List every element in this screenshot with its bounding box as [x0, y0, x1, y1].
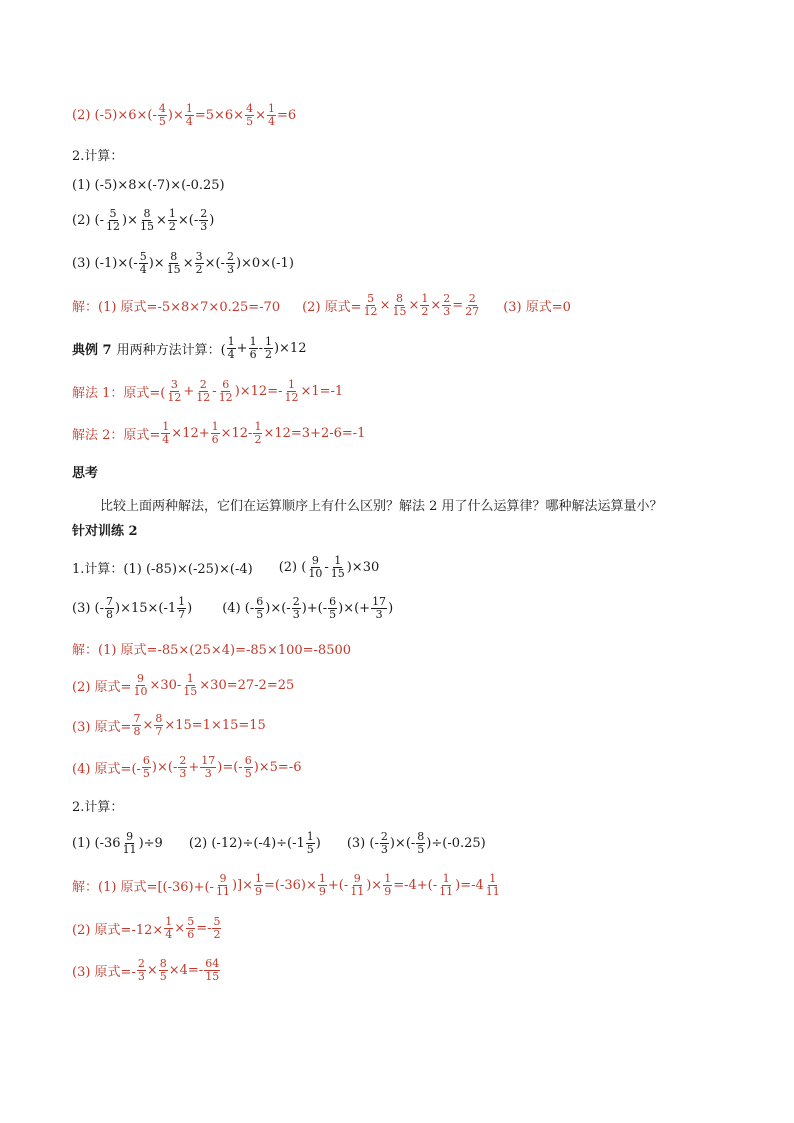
numerator: 1 [186, 671, 194, 685]
numerator: 3 [170, 377, 178, 391]
denominator: 3 [443, 304, 451, 318]
numerator: 2 [443, 291, 451, 305]
question-2-2 [72, 205, 214, 235]
numerator: 8 [417, 829, 425, 843]
numerator: 1 [227, 334, 235, 348]
numerator: 1 [421, 291, 429, 305]
text: ) [187, 600, 193, 616]
practice-2-answer-3 [72, 955, 221, 985]
practice-2-answer-1 [72, 870, 502, 900]
text: (3) (-1)×(- [72, 255, 138, 271]
denominator: 5 [244, 766, 252, 780]
text: )+(- [301, 600, 328, 616]
denominator: 11 [485, 884, 500, 898]
numerator: 5 [109, 206, 117, 220]
numerator: 1 [442, 871, 450, 885]
text: 解：(1) 原式=-5×8×7×0.25=-70 [72, 299, 281, 315]
question-heading-2 [72, 139, 123, 169]
text: (2) 原式= [72, 679, 132, 695]
numerator: 9 [219, 871, 227, 885]
denominator: 3 [226, 262, 234, 276]
text: × [255, 107, 266, 123]
denominator: 27 [465, 304, 480, 318]
text: +(- [327, 877, 349, 893]
heading-text: 2.计算： [72, 148, 124, 164]
fraction [161, 421, 170, 446]
denominator: 8 [133, 724, 141, 738]
numerator: 17 [201, 753, 216, 767]
numerator: 5 [139, 249, 147, 263]
numerator: 6 [329, 594, 337, 608]
text: 解法 2：原式= [72, 427, 161, 443]
numerator: 9 [126, 829, 134, 843]
denominator: 5 [159, 969, 167, 983]
denominator: 12 [106, 219, 121, 233]
text: × [174, 920, 186, 936]
numerator: 2 [137, 956, 145, 970]
text: (4) 原式=(- [72, 761, 141, 777]
fraction [164, 916, 173, 941]
text: ×30=27-2=25 [199, 677, 295, 693]
text: (2) (-5)×6×(- [72, 107, 157, 123]
text: (1) (-5)×8×(-7)×(-0.25) [72, 177, 225, 193]
fraction [253, 421, 262, 446]
text: × [408, 297, 420, 313]
practice-heading-2 [72, 514, 138, 544]
denominator: 6 [249, 347, 257, 361]
numerator: 1 [267, 101, 275, 115]
practice-2-answer-2 [72, 913, 222, 943]
fraction [200, 755, 216, 780]
denominator: 2 [254, 432, 262, 446]
numerator: 1 [211, 419, 219, 433]
fraction [139, 208, 155, 233]
numerator: 8 [159, 956, 167, 970]
numerator: 1 [287, 377, 295, 391]
fraction [142, 755, 151, 780]
denominator: 6 [211, 432, 219, 446]
denominator: 2 [421, 304, 429, 318]
numerator: 1 [384, 871, 392, 885]
text: )×15×(-1 [115, 600, 177, 616]
fraction [264, 336, 273, 361]
fraction [186, 916, 195, 941]
fraction [245, 103, 254, 128]
denominator: 5 [417, 842, 425, 856]
fraction [212, 916, 221, 941]
denominator: 9 [255, 884, 262, 898]
practice-1-answer-3 [72, 710, 266, 740]
numerator: 7 [133, 711, 141, 725]
denominator: 11 [122, 842, 137, 856]
fraction [254, 873, 263, 898]
example-7 [72, 333, 306, 363]
text: )× [366, 877, 383, 893]
text: × [142, 717, 154, 733]
fraction [211, 421, 220, 446]
fraction [139, 251, 148, 276]
numerator: 1 [254, 419, 262, 433]
practice-2-questions [72, 828, 486, 858]
numerator: 1 [178, 594, 186, 608]
numerator: 8 [395, 291, 403, 305]
denominator: 2 [213, 927, 221, 941]
fraction [328, 596, 337, 621]
numerator: 1 [334, 553, 342, 567]
text: ×(- [177, 212, 199, 228]
denominator: 4 [227, 347, 235, 361]
text: =5×6× [194, 107, 245, 123]
numerator: 2 [468, 291, 476, 305]
denominator: 4 [162, 432, 170, 446]
denominator: 15 [205, 969, 220, 983]
numerator: 3 [195, 249, 203, 263]
fraction [105, 208, 121, 233]
numerator: 8 [143, 206, 151, 220]
fraction [137, 958, 146, 983]
numerator: 1 [185, 101, 193, 115]
denominator: 4 [267, 114, 275, 128]
text: ×12=3+2-6=-1 [263, 425, 366, 441]
fraction [215, 873, 231, 898]
numerator: 1 [165, 914, 173, 928]
numerator: 2 [292, 594, 300, 608]
text: )× [167, 107, 184, 123]
numerator: 5 [187, 914, 195, 928]
text: × [379, 297, 391, 313]
denominator: 15 [139, 219, 154, 233]
numerator: 9 [311, 553, 319, 567]
text: (2) (-12)÷(-4)÷(-1 [188, 835, 305, 851]
fraction [249, 336, 258, 361]
text: =6 [276, 107, 297, 123]
fraction [438, 873, 454, 898]
solution-method-2 [72, 418, 365, 448]
text: 1.计算：(1) (-85)×(-25)×(-4) [72, 561, 253, 577]
heading-text: 思考 [72, 465, 99, 481]
text: × [146, 962, 158, 978]
text: ×12+ [171, 425, 210, 441]
fraction [267, 103, 276, 128]
denominator: 15 [166, 262, 181, 276]
practice-1-answer-1 [72, 633, 351, 663]
numerator: 5 [213, 914, 221, 928]
numerator: 2 [226, 249, 234, 263]
denominator: 2 [195, 262, 203, 276]
fraction [306, 831, 315, 856]
denominator: 9 [318, 884, 326, 898]
text: (2) 原式=-12× [72, 922, 164, 938]
numerator: 2 [199, 377, 207, 391]
text: )×12 [273, 340, 307, 356]
fraction [349, 873, 365, 898]
numerator: 2 [200, 206, 208, 220]
question-2-3 [72, 248, 294, 278]
text: =(-36)× [264, 877, 317, 893]
fraction [159, 958, 168, 983]
text: 解：(1) 原式=[(-36)+(- [72, 879, 214, 895]
fraction [218, 379, 234, 404]
fraction [122, 831, 138, 856]
denominator: 5 [329, 607, 337, 621]
question-2-1 [72, 170, 225, 200]
fraction [292, 596, 301, 621]
text: × [182, 255, 194, 271]
denominator: 5 [246, 114, 254, 128]
text: 解法 1：原式=( [72, 385, 166, 401]
text: (4) (- [222, 600, 255, 616]
denominator: 11 [350, 884, 365, 898]
text: )=-4 [455, 877, 484, 893]
text: (2) 原式= [302, 299, 362, 315]
fraction [283, 379, 299, 404]
text: ×12- [220, 425, 253, 441]
fraction [195, 379, 211, 404]
numerator: 6 [256, 594, 264, 608]
denominator: 4 [185, 114, 193, 128]
fraction [195, 251, 204, 276]
fraction [132, 673, 148, 698]
solution-method-1 [72, 376, 343, 406]
denominator: 7 [155, 724, 163, 738]
denominator: 4 [165, 927, 173, 941]
text: (1) (-36 [72, 835, 121, 851]
text: 解：(1) 原式=-85×(25×4)=-85×100=-8500 [72, 642, 352, 658]
text: × [430, 297, 442, 313]
numerator: 1 [249, 334, 257, 348]
text: (3) 原式= [72, 719, 132, 735]
denominator: 5 [306, 842, 314, 856]
numerator: 5 [367, 291, 375, 305]
fraction [255, 596, 264, 621]
denominator: 2 [168, 219, 176, 233]
numerator: 9 [353, 871, 361, 885]
fraction [166, 251, 182, 276]
text: (3) 原式=0 [503, 299, 571, 315]
text: ) [315, 835, 321, 851]
text: 用两种方法计算：( [116, 342, 226, 358]
text: )]× [231, 877, 253, 893]
denominator: 5 [142, 766, 150, 780]
text: =- [196, 920, 212, 936]
fraction [307, 555, 323, 580]
fraction [485, 873, 501, 898]
numerator: 6 [244, 753, 252, 767]
text: (3) (- [346, 835, 379, 851]
denominator: 10 [308, 566, 323, 580]
text: + [236, 340, 248, 356]
text: (2) (- [72, 212, 105, 228]
think-heading [72, 456, 98, 486]
numerator: 8 [170, 249, 178, 263]
numerator: 1 [162, 419, 170, 433]
numerator: 4 [158, 101, 166, 115]
fraction [178, 755, 187, 780]
denominator: 12 [167, 390, 182, 404]
text: (2) ( [278, 559, 307, 575]
fraction [177, 596, 186, 621]
denominator: 15 [330, 566, 345, 580]
text: = [452, 297, 464, 313]
denominator: 7 [178, 607, 186, 621]
text: )×12=- [234, 383, 283, 399]
text: )× [148, 255, 165, 271]
text: ×15=1×15=15 [164, 717, 266, 733]
fraction [420, 293, 429, 318]
fraction [244, 755, 253, 780]
numerator: 2 [380, 829, 388, 843]
denominator: 3 [179, 766, 187, 780]
numerator: 17 [372, 594, 387, 608]
denominator: 5 [256, 607, 264, 621]
text: )=(- [217, 759, 243, 775]
fraction [380, 831, 389, 856]
denominator: 12 [196, 390, 211, 404]
denominator: 3 [292, 607, 300, 621]
answer-line-1-2 [72, 100, 296, 130]
text: ×1=-1 [300, 383, 344, 399]
fraction [158, 103, 167, 128]
denominator: 12 [218, 390, 233, 404]
denominator: 11 [215, 884, 230, 898]
denominator: 3 [375, 607, 383, 621]
denominator: 4 [139, 262, 147, 276]
text: )×(+ [338, 600, 371, 616]
text: )÷(-0.25) [426, 835, 486, 851]
fraction [182, 673, 198, 698]
fraction [168, 208, 177, 233]
denominator: 11 [439, 884, 454, 898]
text: )×30 [346, 559, 380, 575]
numerator: 6 [142, 753, 150, 767]
denominator: 10 [133, 684, 148, 698]
numerator: 6 [222, 377, 230, 391]
text: ×30- [149, 677, 182, 693]
heading-text: 针对训练 2 [72, 523, 138, 539]
text: 比较上面两种解法，它们在运算顺序上有什么区别？解法 2 用了什么运算律？哪种解法运算量小？ [100, 498, 663, 514]
fraction [199, 208, 208, 233]
text: (3) 原式=- [72, 964, 136, 980]
numerator: 2 [179, 753, 187, 767]
fraction [204, 958, 220, 983]
practice-1-answer-2 [72, 670, 294, 700]
fraction [185, 103, 194, 128]
numerator: 64 [205, 956, 220, 970]
fraction [442, 293, 451, 318]
fraction [391, 293, 407, 318]
denominator: 3 [200, 219, 208, 233]
text: )÷9 [138, 835, 163, 851]
fraction [416, 831, 425, 856]
text: )×(- [389, 835, 416, 851]
denominator: 8 [106, 607, 114, 621]
fraction [166, 379, 182, 404]
text: ×(- [204, 255, 225, 271]
fraction [105, 596, 114, 621]
text: - [258, 340, 263, 356]
text: ×4=- [168, 962, 204, 978]
answer-2 [72, 290, 571, 320]
text: (3) (- [72, 600, 105, 616]
numerator: 4 [246, 101, 254, 115]
heading-text: 2.计算： [72, 799, 124, 815]
denominator: 3 [137, 969, 145, 983]
denominator: 9 [384, 884, 392, 898]
numerator: 1 [168, 206, 176, 220]
fraction [226, 251, 235, 276]
text: + [188, 759, 200, 775]
text: - [212, 383, 217, 399]
text: =-4+(- [393, 877, 438, 893]
practice-1-line-1 [72, 552, 379, 582]
text: )× [122, 212, 138, 228]
denominator: 3 [204, 766, 212, 780]
practice-1-line-2 [72, 593, 393, 623]
fraction [132, 713, 141, 738]
numerator: 1 [255, 871, 262, 885]
fraction [363, 293, 379, 318]
fraction [330, 555, 346, 580]
numerator: 9 [136, 671, 144, 685]
numerator: 8 [155, 711, 163, 725]
denominator: 12 [284, 390, 299, 404]
fraction [227, 336, 236, 361]
think-question [100, 489, 663, 519]
denominator: 15 [392, 304, 407, 318]
example-label: 典例 7 [72, 342, 112, 358]
text: )×(- [151, 759, 178, 775]
fraction [318, 873, 327, 898]
text: × [155, 212, 167, 228]
text: ) [209, 212, 215, 228]
numerator: 7 [106, 594, 114, 608]
text: - [324, 559, 329, 575]
numerator: 1 [489, 871, 497, 885]
denominator: 2 [264, 347, 272, 361]
denominator: 3 [380, 842, 388, 856]
denominator: 5 [158, 114, 166, 128]
numerator: 1 [318, 871, 326, 885]
text: )×5=-6 [253, 759, 302, 775]
fraction [371, 596, 387, 621]
fraction [464, 293, 480, 318]
fraction [383, 873, 392, 898]
numerator: 1 [264, 334, 272, 348]
text: ) [388, 600, 394, 616]
fraction [154, 713, 163, 738]
practice-1-answer-4 [72, 752, 301, 782]
text: + [183, 383, 195, 399]
practice-2-heading [72, 790, 123, 820]
numerator: 1 [306, 829, 314, 843]
text: )×0×(-1) [235, 255, 294, 271]
denominator: 12 [363, 304, 378, 318]
denominator: 6 [187, 927, 195, 941]
denominator: 15 [183, 684, 198, 698]
text: )×(- [265, 600, 291, 616]
